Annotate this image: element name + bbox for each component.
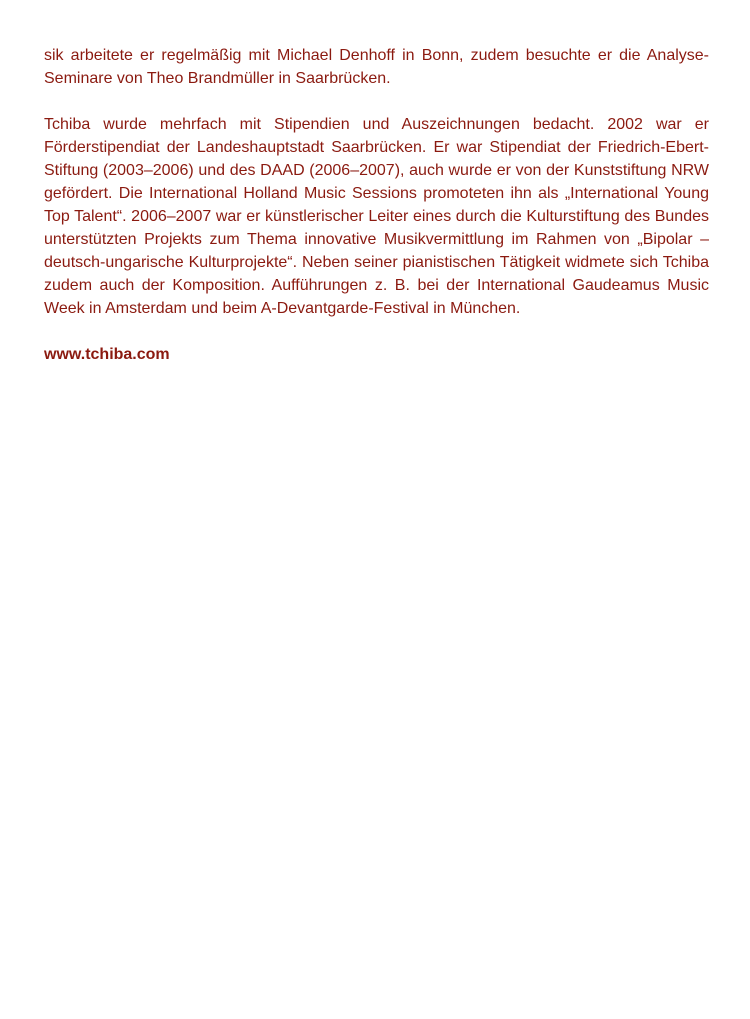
- website-link[interactable]: www.tchiba.com: [44, 346, 170, 363]
- paragraph-spacer: [44, 320, 709, 343]
- paragraph-awards: Tchiba wurde mehrfach mit Stipendien und Auszeichnungen bedacht. 2002 war er Förderstipendiat der Landeshauptstadt Saarbrücken. Er war Stipendiat der Friedrich-Ebert-Stiftung (2003–2006) und des DAAD (2006–2007), auch wurde er von der Kunststiftung NRW gefördert. Die International Holland Music Sessions promoteten ihn als „International Young Top Talent“. 2006–2007 war er künstlerischer Leiter eines durch die Kulturstiftung des Bundes unterstützten Projekts zum Thema innovative Musikvermittlung im Rahmen von „Bipolar – deutsch-ungarische Kulturprojekte“. Neben seiner pianistischen Tätigkeit widmete sich Tchiba zudem auch der Komposition. Aufführungen z. B. bei der International Gaudeamus Music Week in Amsterdam und beim A-Devantgarde-Festival in München.: [44, 116, 709, 317]
- paragraph-spacer: [44, 90, 709, 113]
- paragraph-education: sik arbeitete er regelmäßig mit Michael Denhoff in Bonn, zudem besuchte er die Analyse-Seminare von Theo Brandmüller in Saarbrücken.: [44, 47, 709, 87]
- document-page: [44, 44, 709, 366]
